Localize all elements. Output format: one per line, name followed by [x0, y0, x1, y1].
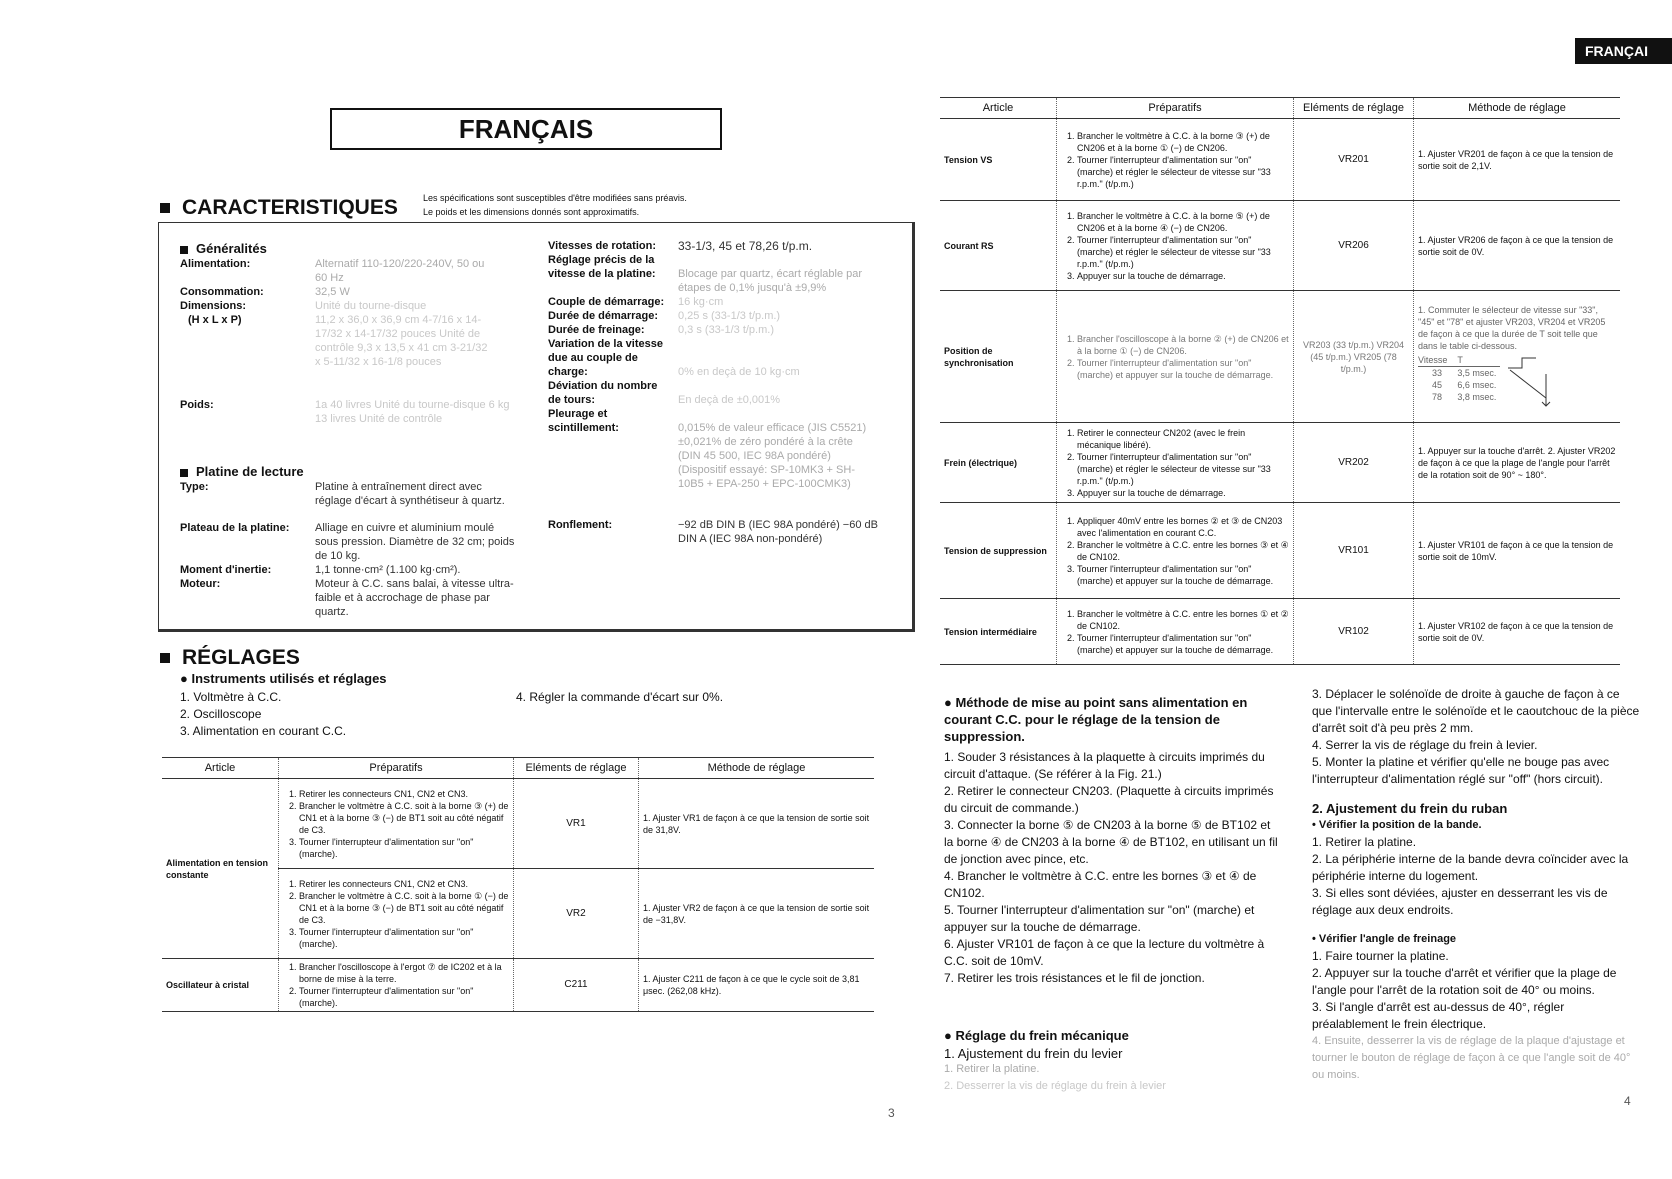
table-cell: 1. Appuyer sur la touche d'arrêt. 2. Ajuster VR202 de façon à ce que la plage de l'angle pour l'arrêt de la rotation soit de 90° ~ 180°. — [1414, 423, 1621, 503]
list-item: 7. Retirer les trois résistances et le fil de jonction. — [944, 971, 1205, 985]
spec-value: Blocage par quartz, écart réglable par étapes de 0,1% jusqu'à ±9,9% — [678, 268, 863, 294]
table-cell: Tension VS — [940, 119, 1057, 201]
list-item: 2. Appuyer sur la touche d'arrêt et vérifier que la plage de l'angle pour l'arrêt de la rotation soit de 40° ou moins. — [1312, 966, 1617, 997]
table-cell: VR202 — [1294, 423, 1414, 503]
list-item: 3. Connecter la borne ⑤ de CN203 à la borne ⑤ de BT102 et la borne ④ de CN203 à la borne ④ de BT102, en utilisant un fil de jonction avec pince, etc. — [944, 818, 1278, 866]
page-title: FRANÇAIS — [330, 108, 722, 150]
table-row — [940, 201, 1620, 291]
specs-heading-text: CARACTERISTIQUES — [182, 196, 398, 219]
spec-label: Vitesses de rotation: — [548, 240, 656, 252]
table-row — [162, 779, 874, 869]
spec-value: 1a 40 livres Unité du tourne-disque 6 kg 13 livres Unité de contrôle — [315, 399, 510, 425]
timing-table — [1418, 354, 1616, 410]
spec-label: (H x L x P) — [188, 314, 242, 326]
list-item: 6. Ajuster VR101 de façon à ce que la lecture du voltmètre à C.C. soit de 10mV. — [944, 937, 1265, 968]
timing-value: 3,8 msec. — [1457, 391, 1497, 402]
table-cell: Oscillateur à cristal — [162, 959, 279, 1012]
timing-speed: 45 — [1432, 379, 1443, 390]
spec-label: Déviation du nombre de tours: — [548, 380, 658, 406]
spec-value: 0,3 s (33-1/3 t/p.m.) — [678, 324, 774, 336]
col-header: Préparatifs — [1057, 98, 1294, 119]
col-header: Méthode de réglage — [1414, 98, 1621, 119]
list-item: 3. Si l'angle d'arrêt est au-dessus de 40°, régler préalablement le frein électrique. — [1312, 1000, 1565, 1031]
table-cell: Courant RS — [940, 201, 1057, 291]
spec-value: Unité du tourne-disque — [315, 300, 427, 312]
spec-value: En deçà de ±0,001% — [678, 394, 781, 406]
table-cell: 1. Brancher l'oscilloscope à l'ergot ⑦ de IC202 et à la borne de mise à la terre. 2. Tourner l'interrupteur d'alimentation sur "on" (marche). — [279, 959, 514, 1012]
platine-heading-text: Platine de lecture — [196, 464, 304, 479]
table-cell: Tension intermédiaire — [940, 599, 1057, 665]
table-cell: 1. Brancher le voltmètre à C.C. entre les bornes ① et ② de CN102. 2. Tourner l'interrupteur d'alimentation sur "on" (marche) et appuyer sur la touche de démarrage. — [1057, 599, 1294, 665]
col-header: Article — [940, 98, 1057, 119]
instruments-heading-text: Instruments utilisés et réglages — [191, 671, 387, 686]
spec-label: Alimentation: — [180, 258, 251, 270]
table-cell — [1414, 291, 1621, 423]
mech-brake-sub: 1. Ajustement du frein du levier — [944, 1046, 1123, 1061]
table-row — [940, 423, 1620, 503]
table-cell: 1. Ajuster VR101 de façon à ce que la tension de sortie soit de 10mV. — [1414, 503, 1621, 599]
method-text: 1. Commuter le sélecteur de vitesse sur "33", "45" et "78" et ajuster VR203, VR204 et VR205 de façon à ce que la durée de T soit telle que dans le table ci-dessous. — [1418, 304, 1606, 351]
spec-value: Alliage en cuivre et aluminium moulé sous pression. Diamètre de 32 cm; poids de 10 kg. — [315, 522, 515, 562]
check-angle-text: Vérifier l'angle de freinage — [1318, 933, 1457, 945]
list-item: 3. Si elles sont déviées, ajuster en desserrant les vis de réglage aux deux endroits. — [1312, 886, 1608, 917]
language-tab: FRANÇAI — [1575, 38, 1672, 64]
list-item: 3. Déplacer le solénoïde de droite à gauche de façon à ce que l'intervalle entre le solénoïde et le caoutchouc de la pièce d'arrêt soit d'à peu près 2 mm. — [1312, 687, 1640, 735]
table-cell: 1. Brancher le voltmètre à C.C. à la borne ⑤ (+) de CN206 et à la borne ④ (−) de CN206. 2. Tourner l'interrupteur d'alimentation sur "on" (marche) et régler le sélecteur de vitesse sur "33 r.p.m." (t/p.m.) 3. Appuyer sur la touche de démarrage. — [1057, 201, 1294, 291]
col-header: Article — [162, 758, 279, 779]
table-cell: 1. Appliquer 40mV entre les bornes ② et ③ de CN203 avec l'alimentation en courant C.C. 2. Brancher le voltmètre à C.C. entre les bornes ③ et ④ de CN102. 3. Tourner l'interrupteur d'alimentation sur "on" (marche) et appuyer sur la touche de démarrage. — [1057, 503, 1294, 599]
table-cell: VR206 — [1294, 201, 1414, 291]
page-number-left: 3 — [888, 1106, 895, 1120]
spec-value: 16 kg·cm — [678, 296, 724, 308]
specs-note-line2: Le poids et les dimensions donnés sont approximatifs. — [423, 207, 640, 217]
table-cell: 1. Retirer les connecteurs CN1, CN2 et CN3. 2. Brancher le voltmètre à C.C. soit à la borne ③ (+) de CN1 et à la borne ③ (−) de BT1 soit au côté négatif de C3. 3. Tourner l'interrupteur d'alimentation sur "on" (marche). — [279, 779, 514, 869]
spec-label: Pleurage et scintillement: — [548, 408, 619, 434]
spec-label: Couple de démarrage: — [548, 296, 665, 308]
spec-label: Durée de démarrage: — [548, 310, 659, 322]
list-item: 2. Oscilloscope — [180, 707, 262, 721]
timing-head: Vitesse — [1418, 354, 1453, 367]
spec-value: Alternatif 110-120/220-240V, 50 ou 60 Hz — [315, 258, 485, 284]
adjustment-table-right — [940, 97, 1620, 665]
check-band-heading: • Vérifier la position de la bande. — [1312, 819, 1482, 831]
list-item: 4. Ensuite, desserrer la vis de réglage de la plaque d'ajustage et tourner le bouton de réglage de façon à ce que l'angle soit de 40° ou moins. — [1312, 1035, 1631, 1081]
mech-brake-section — [944, 1028, 1279, 1095]
specs-note — [423, 191, 687, 219]
table-cell: VR101 — [1294, 503, 1414, 599]
spec-label: Type: — [180, 481, 209, 493]
table-cell: VR201 — [1294, 119, 1414, 201]
reglages-heading-text: RÉGLAGES — [182, 646, 300, 669]
instruments-list — [180, 689, 346, 740]
table-cell: 1. Retirer les connecteurs CN1, CN2 et CN3. 2. Brancher le voltmètre à C.C. soit à la borne ① (−) de CN1 et à la borne ③ (−) de BT1 soit au côté négatif de C3. 3. Tourner l'interrupteur d'alimentation sur "on" (marche). — [279, 869, 514, 959]
method-section — [944, 694, 1279, 987]
table-cell: 1. Brancher le voltmètre à C.C. à la borne ③ (+) de CN206 et à la borne ① (−) de CN206. 2. Tourner l'interrupteur d'alimentation sur "on" (marche) et régler le sélecteur de vitesse sur "33 r.p.m." (t/p.m.) — [1057, 119, 1294, 201]
spec-label: Moteur: — [180, 578, 221, 590]
spec-value: 33-1/3, 45 et 78,26 t/p.m. — [678, 239, 813, 253]
spec-label: Consommation: — [180, 286, 264, 298]
timing-t: T — [1453, 354, 1500, 367]
table-row — [940, 599, 1620, 665]
spec-value: 1,1 tonne·cm² (1.100 kg·cm²). — [315, 564, 461, 576]
page-number-right: 4 — [1624, 1094, 1631, 1108]
table-cell: 1. Brancher l'oscilloscope à la borne ② (+) de CN206 et à la borne ① (−) de CN206. 2. Tourner l'interrupteur d'alimentation sur "on" (marche) et appuyer sur la touche de démarrage. — [1057, 291, 1294, 423]
table-cell: 1. Ajuster VR2 de façon à ce que la tension de sortie soit de −31,8V. — [639, 869, 875, 959]
check-angle-heading: • Vérifier l'angle de freinage — [1312, 933, 1457, 945]
table-row — [940, 291, 1620, 423]
table-cell: Position de synchronisation — [940, 291, 1057, 423]
bullet-square-icon — [180, 246, 188, 254]
table-cell: VR102 — [1294, 599, 1414, 665]
spec-value: 0,25 s (33-1/3 t/p.m.) — [678, 310, 781, 322]
table-cell: 1. Ajuster C211 de façon à ce que le cycle soit de 3,81 μsec. (262,08 kHz). — [639, 959, 875, 1012]
specs-note-line1: Les spécifications sont susceptibles d'être modifiées sans préavis. — [423, 193, 687, 203]
table-row — [162, 959, 874, 1012]
list-item: 4. Brancher le voltmètre à C.C. entre les bornes ③ et ④ de CN102. — [944, 869, 1257, 900]
list-item: 1. Faire tourner la platine. — [1312, 949, 1449, 963]
platine-heading — [180, 464, 304, 479]
table-cell: Alimentation en tension constante — [162, 779, 279, 959]
specs-heading — [160, 196, 398, 220]
list-item: 4. Serrer la vis de réglage du frein à levier. — [1312, 738, 1538, 752]
timing-value: 3,5 msec. — [1457, 367, 1497, 378]
list-item: 4. Régler la commande d'écart sur 0%. — [516, 690, 724, 704]
col-header: Méthode de réglage — [639, 758, 875, 779]
list-item: 5. Tourner l'interrupteur d'alimentation sur "on" (marche) et appuyer sur la touche de démarrage. — [944, 903, 1255, 934]
table-cell: 1. Retirer le connecteur CN202 (avec le frein mécanique libéré). 2. Tourner l'interrupteur d'alimentation sur "on" (marche) et régler le sélecteur de vitesse sur "33 r.p.m." (t/p.m.) 3. Appuyer sur la touche de démarrage. — [1057, 423, 1294, 503]
mech-brake-heading-text: Réglage du frein mécanique — [955, 1028, 1129, 1043]
method-heading: ● Méthode de mise au point sans alimentation en courant C.C. pour le réglage de la tension de suppression. — [944, 695, 1248, 744]
reglages-heading — [160, 646, 300, 670]
spec-value: 0% en deçà de 10 kg·cm — [678, 366, 800, 378]
spec-label: Durée de freinage: — [548, 324, 645, 336]
table-cell: VR2 — [514, 869, 639, 959]
right-column — [1312, 686, 1642, 1084]
table-cell: 1. Ajuster VR206 de façon à ce que la tension de sortie soit de 0V. — [1414, 201, 1621, 291]
instruments-heading: ● Instruments utilisés et réglages — [180, 671, 387, 686]
mech-brake-heading: ● Réglage du frein mécanique — [944, 1028, 1129, 1043]
timing-speed: 33 — [1432, 367, 1443, 378]
timing-value: 6,6 msec. — [1457, 379, 1497, 390]
spec-value: 11,2 x 36,0 x 36,9 cm 4-7/16 x 14-17/32 x 14-17/32 pouces Unité de contrôle 9,3 x 13,5 x 41 cm 3-21/32 x 5-11/32 x 16-1/8 pouces — [315, 314, 488, 368]
table-row — [940, 119, 1620, 201]
table-cell: 1. Ajuster VR1 de façon à ce que la tension de sortie soit de 31,8V. — [639, 779, 875, 869]
table-row — [940, 503, 1620, 599]
method-steps — [944, 749, 1279, 987]
list-item: 1. Voltmètre à C.C. — [180, 690, 282, 704]
table-cell: 1. Ajuster VR201 de façon à ce que la tension de sortie soit de 2,1V. — [1414, 119, 1621, 201]
waveform-icon — [1506, 354, 1552, 410]
spec-label: Poids: — [180, 399, 214, 411]
col-header: Eléments de réglage — [1294, 98, 1414, 119]
adjustment-table-left — [162, 757, 874, 1012]
spec-value: Moteur à C.C. sans balai, à vitesse ultra-faible et à accrochage de phase par quartz. — [315, 578, 514, 618]
band-brake-heading: 2. Ajustement du frein du ruban — [1312, 801, 1508, 816]
spec-label: Ronflement: — [548, 519, 613, 531]
general-heading — [180, 241, 267, 256]
list-item: 1. Retirer la platine. — [944, 1063, 1040, 1075]
list-item: 1. Retirer la platine. — [1312, 835, 1417, 849]
bullet-square-icon — [160, 203, 170, 213]
bullet-square-icon — [180, 469, 188, 477]
table-cell: Tension de suppression — [940, 503, 1057, 599]
bullet-square-icon — [160, 653, 170, 663]
col-header: Préparatifs — [279, 758, 514, 779]
spec-label: Variation de la vitesse due au couple de charge: — [548, 338, 663, 378]
check-band-text: Vérifier la position de la bande. — [1318, 819, 1482, 831]
spec-label: Dimensions: — [180, 300, 247, 312]
spec-value: −92 dB DIN B (IEC 98A pondéré) −60 dB DIN A (IEC 98A non-pondéré) — [678, 519, 878, 545]
table-cell: 1. Ajuster VR102 de façon à ce que la tension de sortie soit de 0V. — [1414, 599, 1621, 665]
general-heading-text: Généralités — [196, 241, 267, 256]
table-cell: VR203 (33 t/p.m.) VR204 (45 t/p.m.) VR205 (78 t/p.m.) — [1294, 291, 1414, 423]
spec-label: Réglage précis de la vitesse de la platine: — [548, 254, 656, 280]
list-item: 2. Desserrer la vis de réglage du frein à levier — [944, 1080, 1166, 1092]
table-cell: C211 — [514, 959, 639, 1012]
method-heading-text: Méthode de mise au point sans alimentation en courant C.C. pour le réglage de la tension de suppression. — [944, 695, 1248, 744]
list-item: 3. Alimentation en courant C.C. — [180, 724, 347, 738]
spec-label: Plateau de la platine: — [180, 522, 290, 534]
spec-value: 0,015% de valeur efficace (JIS C5521) ±0,021% de zéro pondéré à la crête (DIN 45 500, IEC 98A pondéré) (Dispositif essayé: SP-10MK3 + SH-10B5 + EPA-250 + EPC-100CMK3) — [678, 422, 867, 490]
col-header: Eléments de réglage — [514, 758, 639, 779]
timing-speed: 78 — [1432, 391, 1443, 402]
spec-label: Moment d'inertie: — [180, 564, 272, 576]
spec-value: Platine à entraînement direct avec réglage d'écart à synthétiseur à quartz. — [315, 481, 505, 507]
spec-value: 32,5 W — [315, 286, 350, 298]
list-item: 5. Monter la platine et vérifier qu'elle ne bouge pas avec l'interrupteur d'alimentation réglé sur "off" (hors circuit). — [1312, 755, 1610, 786]
table-cell: Frein (électrique) — [940, 423, 1057, 503]
list-item: 2. La périphérie interne de la bande devra coïncider avec la périphérie interne du logement. — [1312, 852, 1629, 883]
list-item: 2. Retirer le connecteur CN203. (Plaquette à circuits imprimés du circuit de commande.) — [944, 784, 1274, 815]
table-cell: VR1 — [514, 779, 639, 869]
list-item: 1. Souder 3 résistances à la plaquette à circuits imprimés du circuit d'attaque. (Se référer à la Fig. 21.) — [944, 750, 1265, 781]
